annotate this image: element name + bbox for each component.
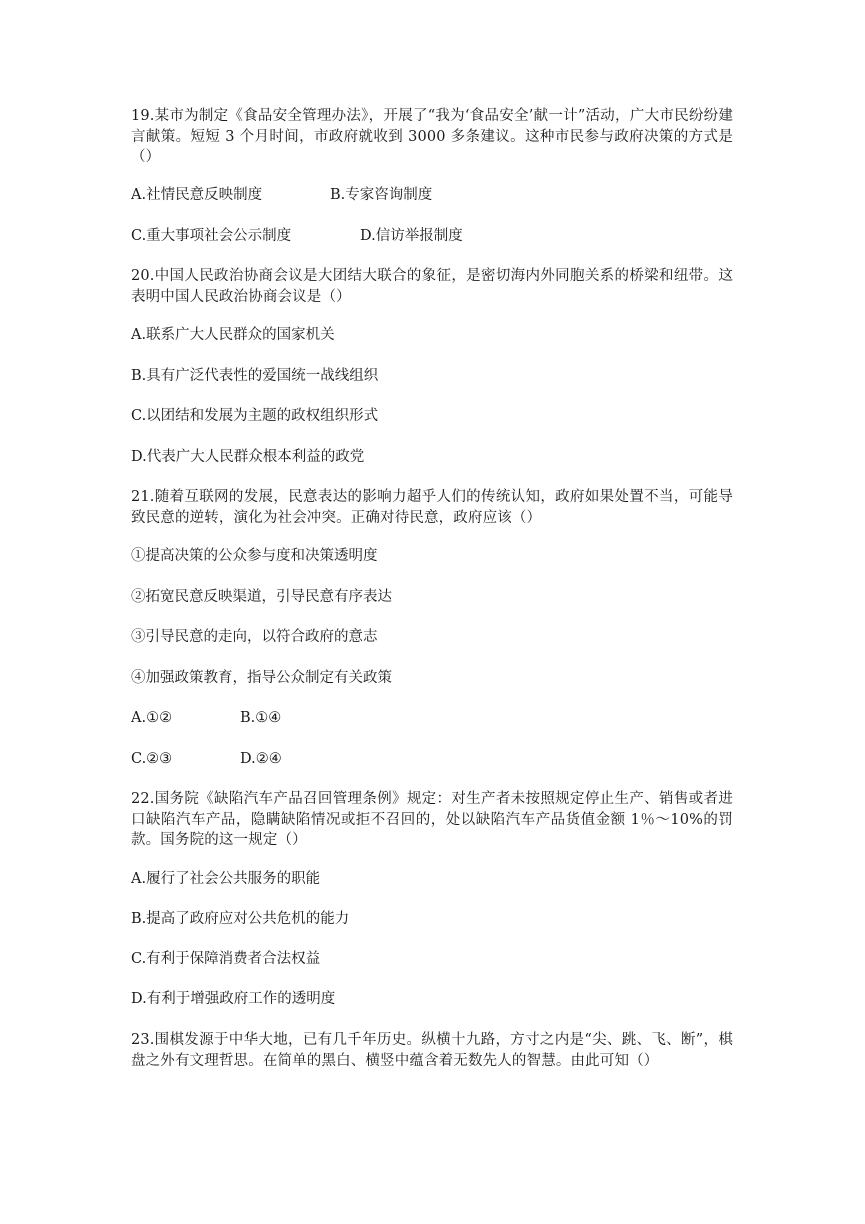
question-22-option-c: C.有利于保障消费者合法权益 xyxy=(131,951,321,967)
question-22-option-d: D.有利于增强政府工作的透明度 xyxy=(131,991,336,1007)
question-19-option-b: B.专家咨询制度 xyxy=(330,187,433,203)
question-21-option-b: B.①④ xyxy=(240,710,282,726)
question-21-stem: 21.随着互联网的发展，民意表达的影响力超乎人们的传统认知，政府如果处置不当，可能导致民意的逆转，演化为社会冲突。正确对待民意，政府应该（） xyxy=(131,489,733,526)
question-20-option-c: C.以团结和发展为主题的政权组织形式 xyxy=(131,408,379,424)
question-21-statement-1: ①提高决策的公众参与度和决策透明度 xyxy=(131,548,378,564)
question-19-option-c: C.重大事项社会公示制度 xyxy=(131,228,292,244)
question-21-option-c: C.②③ xyxy=(131,751,173,767)
question-19-option-a: A.社情民意反映制度 xyxy=(131,187,263,203)
question-20-stem: 20.中国人民政治协商会议是大团结大联合的象征，是密切海内外同胞关系的桥梁和纽带。这表明中国人民政治协商会议是（） xyxy=(131,268,733,305)
question-21-statement-2: ②拓宽民意反映渠道，引导民意有序表达 xyxy=(131,589,392,605)
question-23-stem: 23.围棋发源于中华大地，已有几千年历史。纵横十九路，方寸之内是“尖、跳、飞、断”，棋盘之外有文理哲思。在简单的黑白、横竖中蕴含着无数先人的智慧。由此可知（） xyxy=(131,1032,733,1069)
question-20-option-d: D.代表广大人民群众根本利益的政党 xyxy=(131,449,365,465)
question-22-option-a: A.履行了社会公共服务的职能 xyxy=(131,871,321,887)
question-22-stem: 22.国务院《缺陷汽车产品召回管理条例》规定：对生产者未按照规定停止生产、销售或者进口缺陷汽车产品，隐瞒缺陷情况或拒不召回的，处以缺陷汽车产品货值金额 1％～10%的罚款。国务院的这一规定（） xyxy=(131,791,733,848)
question-21-option-a: A.①② xyxy=(131,710,173,726)
question-21-statement-3: ③引导民意的走向，以符合政府的意志 xyxy=(131,629,378,645)
question-20-option-a: A.联系广大人民群众的国家机关 xyxy=(131,327,335,343)
question-19-option-d: D.信访举报制度 xyxy=(360,228,463,244)
question-21-statement-4: ④加强政策教育，指导公众制定有关政策 xyxy=(131,670,392,686)
question-21-option-d: D.②④ xyxy=(240,751,282,767)
question-19-stem: 19.某市为制定《食品安全管理办法》，开展了“我为‘食品安全’献一计”活动，广大市民纷纷建言献策。短短 3 个月时间，市政府就收到 3000 多条建议。这种市民参与政府决策的方式是（） xyxy=(131,108,733,165)
question-22-option-b: B.提高了政府应对公共危机的能力 xyxy=(131,911,350,927)
question-20-option-b: B.具有广泛代表性的爱国统一战线组织 xyxy=(131,368,379,384)
